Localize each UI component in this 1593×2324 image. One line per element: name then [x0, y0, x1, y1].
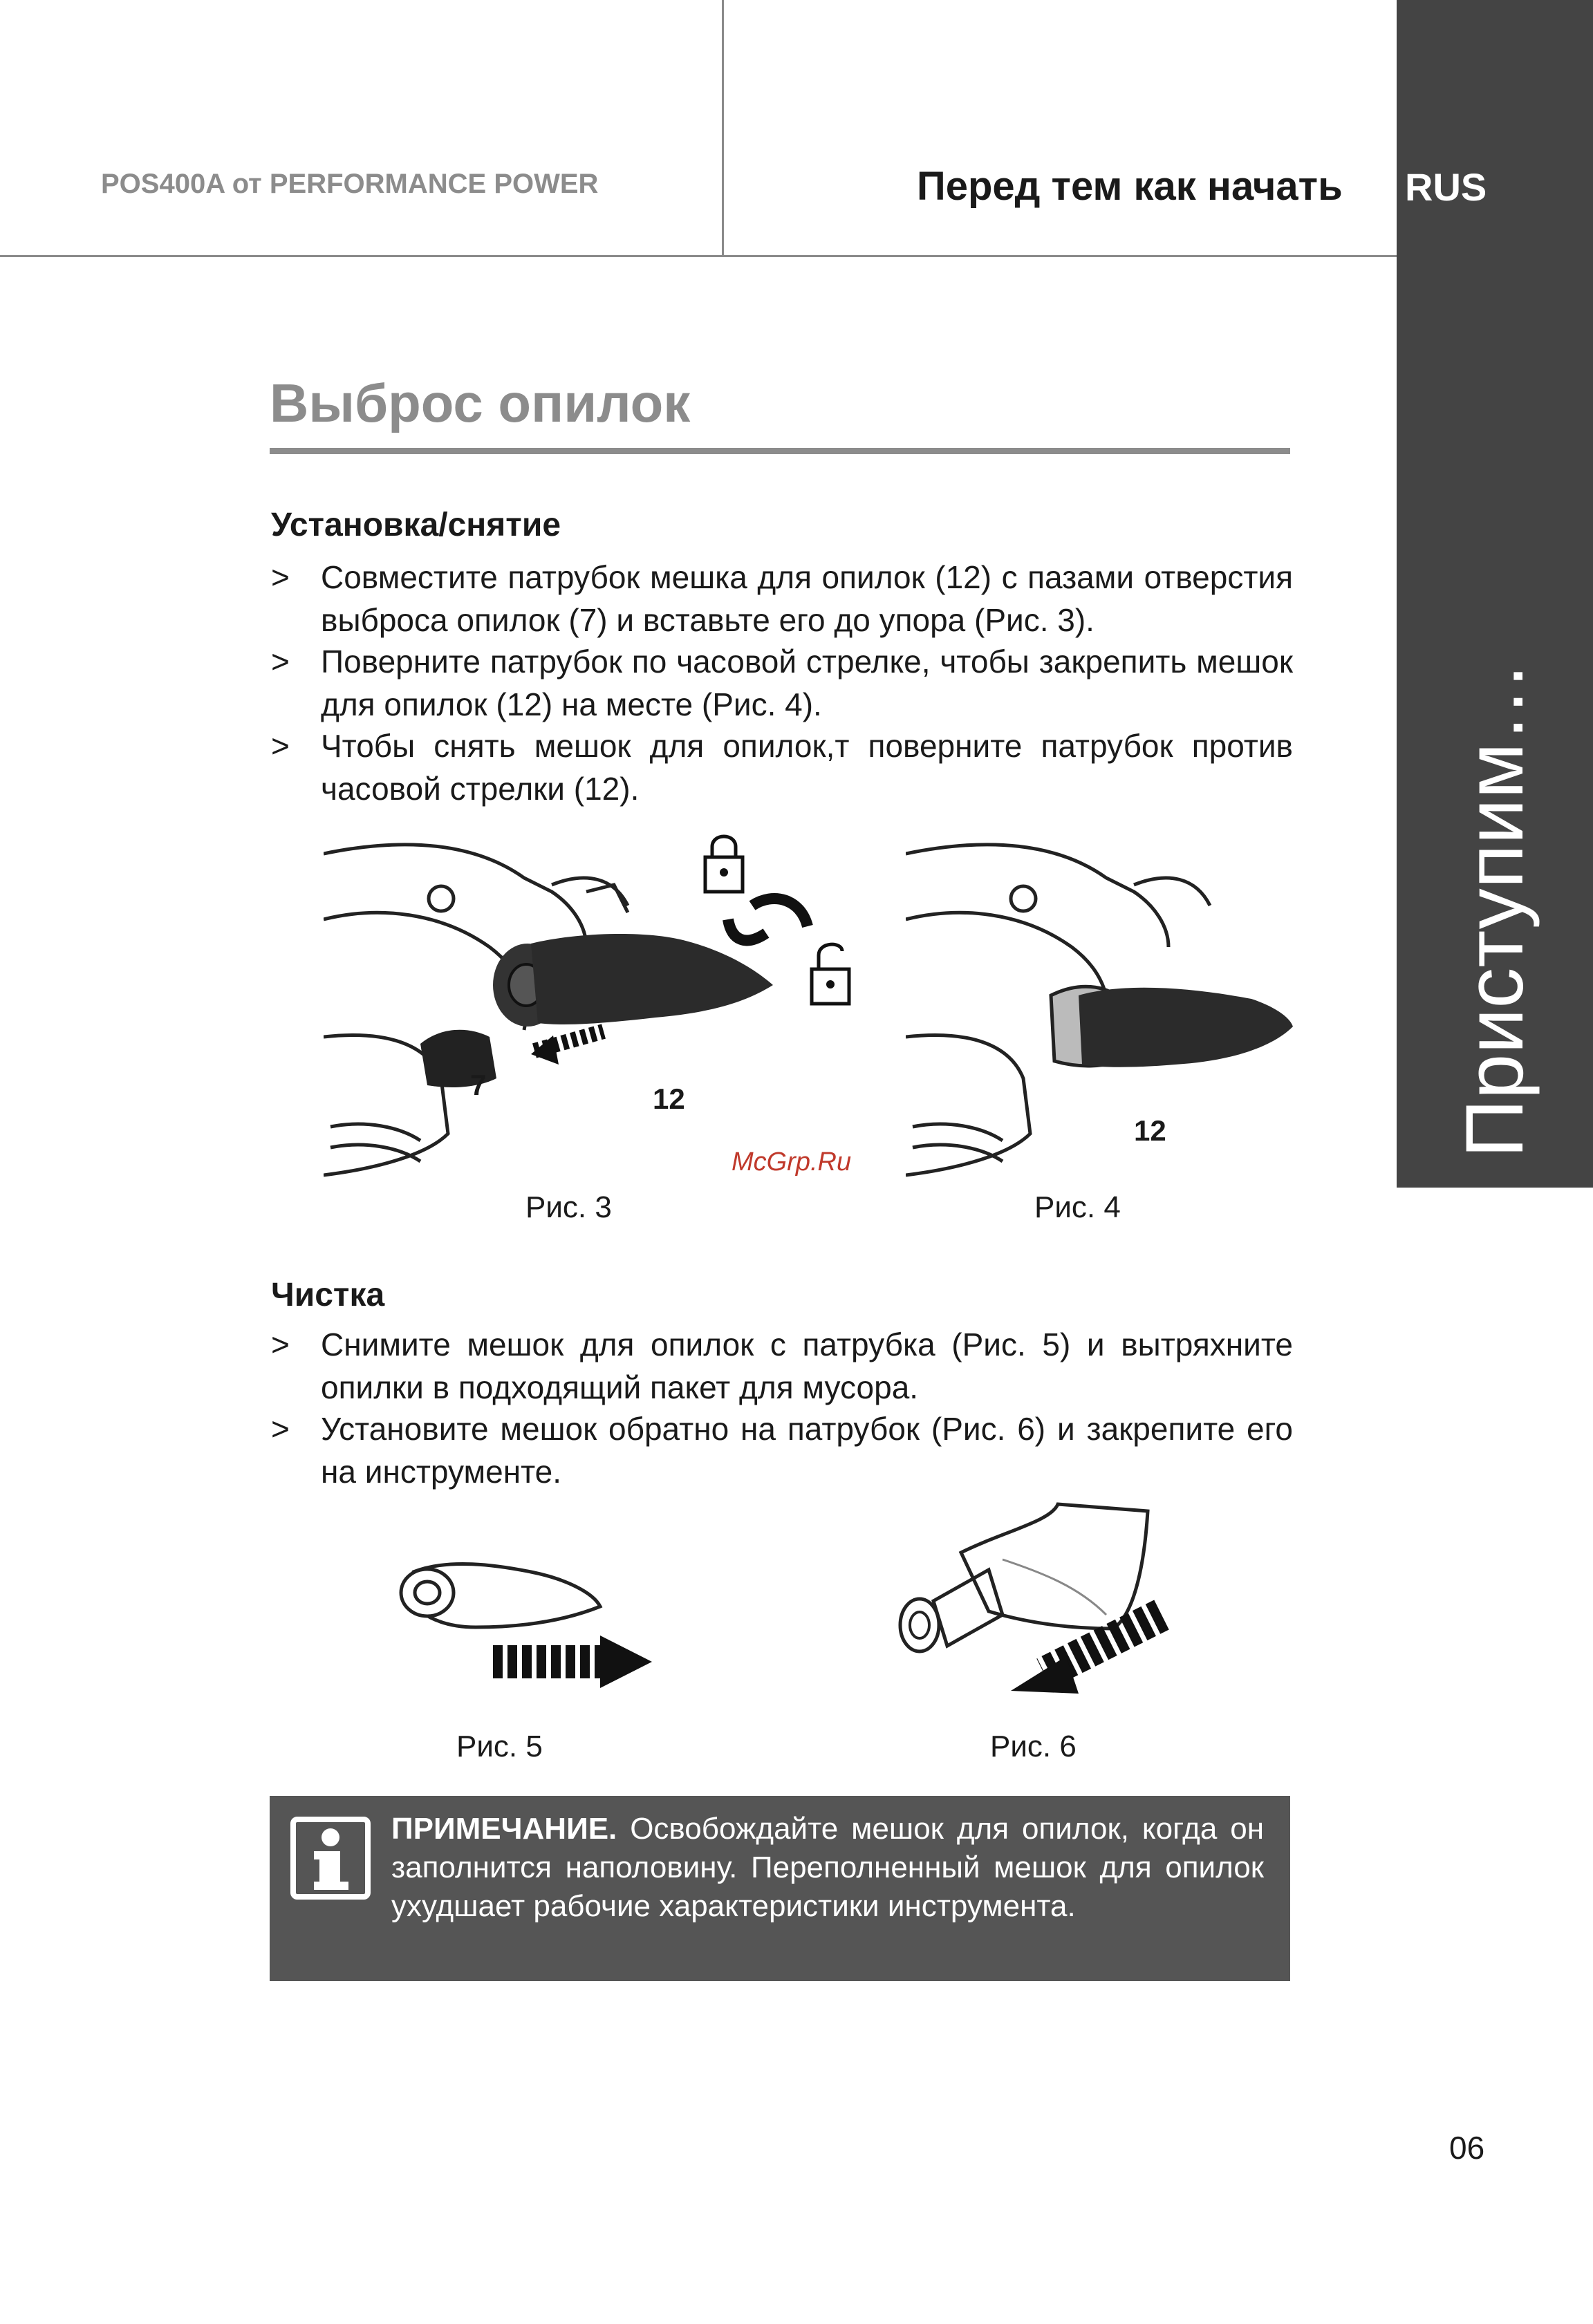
- bullet-marker: >: [271, 728, 290, 764]
- header-divider-vertical: [722, 0, 724, 256]
- figure-3-caption: Рис. 3: [525, 1190, 612, 1224]
- install-bullet-text: Совместите патрубок мешка для опилок (12) с пазами отверстия выброса опилок (7) и вставьте его до упора (Рис. 3).: [321, 559, 1293, 638]
- install-bullet-2: [271, 640, 1293, 726]
- note-text: [391, 1810, 1264, 1926]
- bullet-marker: >: [271, 559, 290, 595]
- header-divider: [0, 255, 1397, 257]
- install-bullet-3: [271, 724, 1293, 810]
- figure-4-caption: Рис. 4: [1034, 1190, 1121, 1224]
- figure-3-label-12: 12: [653, 1083, 685, 1115]
- figure-5-caption: Рис. 5: [456, 1730, 543, 1763]
- cleaning-heading: Чистка: [271, 1277, 385, 1313]
- page-number: 06: [1449, 2130, 1485, 2166]
- install-bullet-text: Поверните патрубок по часовой стрелке, чтобы закрепить мешок для опилок (12) на месте (Рис. 4).: [321, 644, 1293, 722]
- info-icon: [289, 1815, 372, 1901]
- unlocked-icon: [808, 940, 856, 1009]
- cleaning-bullet-2: [271, 1407, 1293, 1493]
- section-title-rule: [270, 448, 1290, 454]
- figure-4-label-12: 12: [1134, 1114, 1166, 1147]
- cleaning-bullet-text: Установите мешок обратно на патрубок (Рис. 6) и закрепите его на инструменте.: [321, 1411, 1293, 1490]
- figure-6-illustration: [885, 1490, 1175, 1712]
- figure-6-caption: Рис. 6: [990, 1730, 1077, 1763]
- header-chapter-title: Перед тем как начать: [917, 164, 1343, 209]
- install-bullet-text: Чтобы снять мешок для опилок,т поверните патрубок против часовой стрелки (12).: [321, 728, 1293, 807]
- bullet-marker: >: [271, 1327, 290, 1362]
- note-body: Освобождайте мешок для опилок, когда он заполнится наполовину. Переполненный мешок для опилок ухудшает рабочие характеристики инструмента.: [391, 1812, 1264, 1923]
- side-tab-language: RUS: [1405, 165, 1487, 209]
- figure-3-illustration: [324, 830, 821, 1189]
- watermark: McGrp.Ru: [732, 1147, 852, 1177]
- cleaning-bullet-text: Снимите мешок для опилок с патрубка (Рис. 5) и вытряхните опилки в подходящий пакет для мусора.: [321, 1327, 1293, 1405]
- note-label: ПРИМЕЧАНИЕ.: [391, 1812, 617, 1846]
- cleaning-bullet-1: [271, 1323, 1293, 1409]
- bullet-marker: >: [271, 1411, 290, 1447]
- install-heading: Установка/снятие: [271, 507, 561, 543]
- install-bullet-1: [271, 556, 1293, 641]
- header-model: POS400A от PERFORMANCE POWER: [101, 169, 599, 199]
- figure-3-label-7: 7: [470, 1069, 487, 1101]
- figure-5-illustration: [393, 1551, 655, 1703]
- bullet-marker: >: [271, 644, 290, 680]
- side-tab-label: Приступим…: [1449, 661, 1540, 1158]
- section-title: Выброс опилок: [270, 373, 691, 433]
- figure-4-illustration: [906, 830, 1300, 1189]
